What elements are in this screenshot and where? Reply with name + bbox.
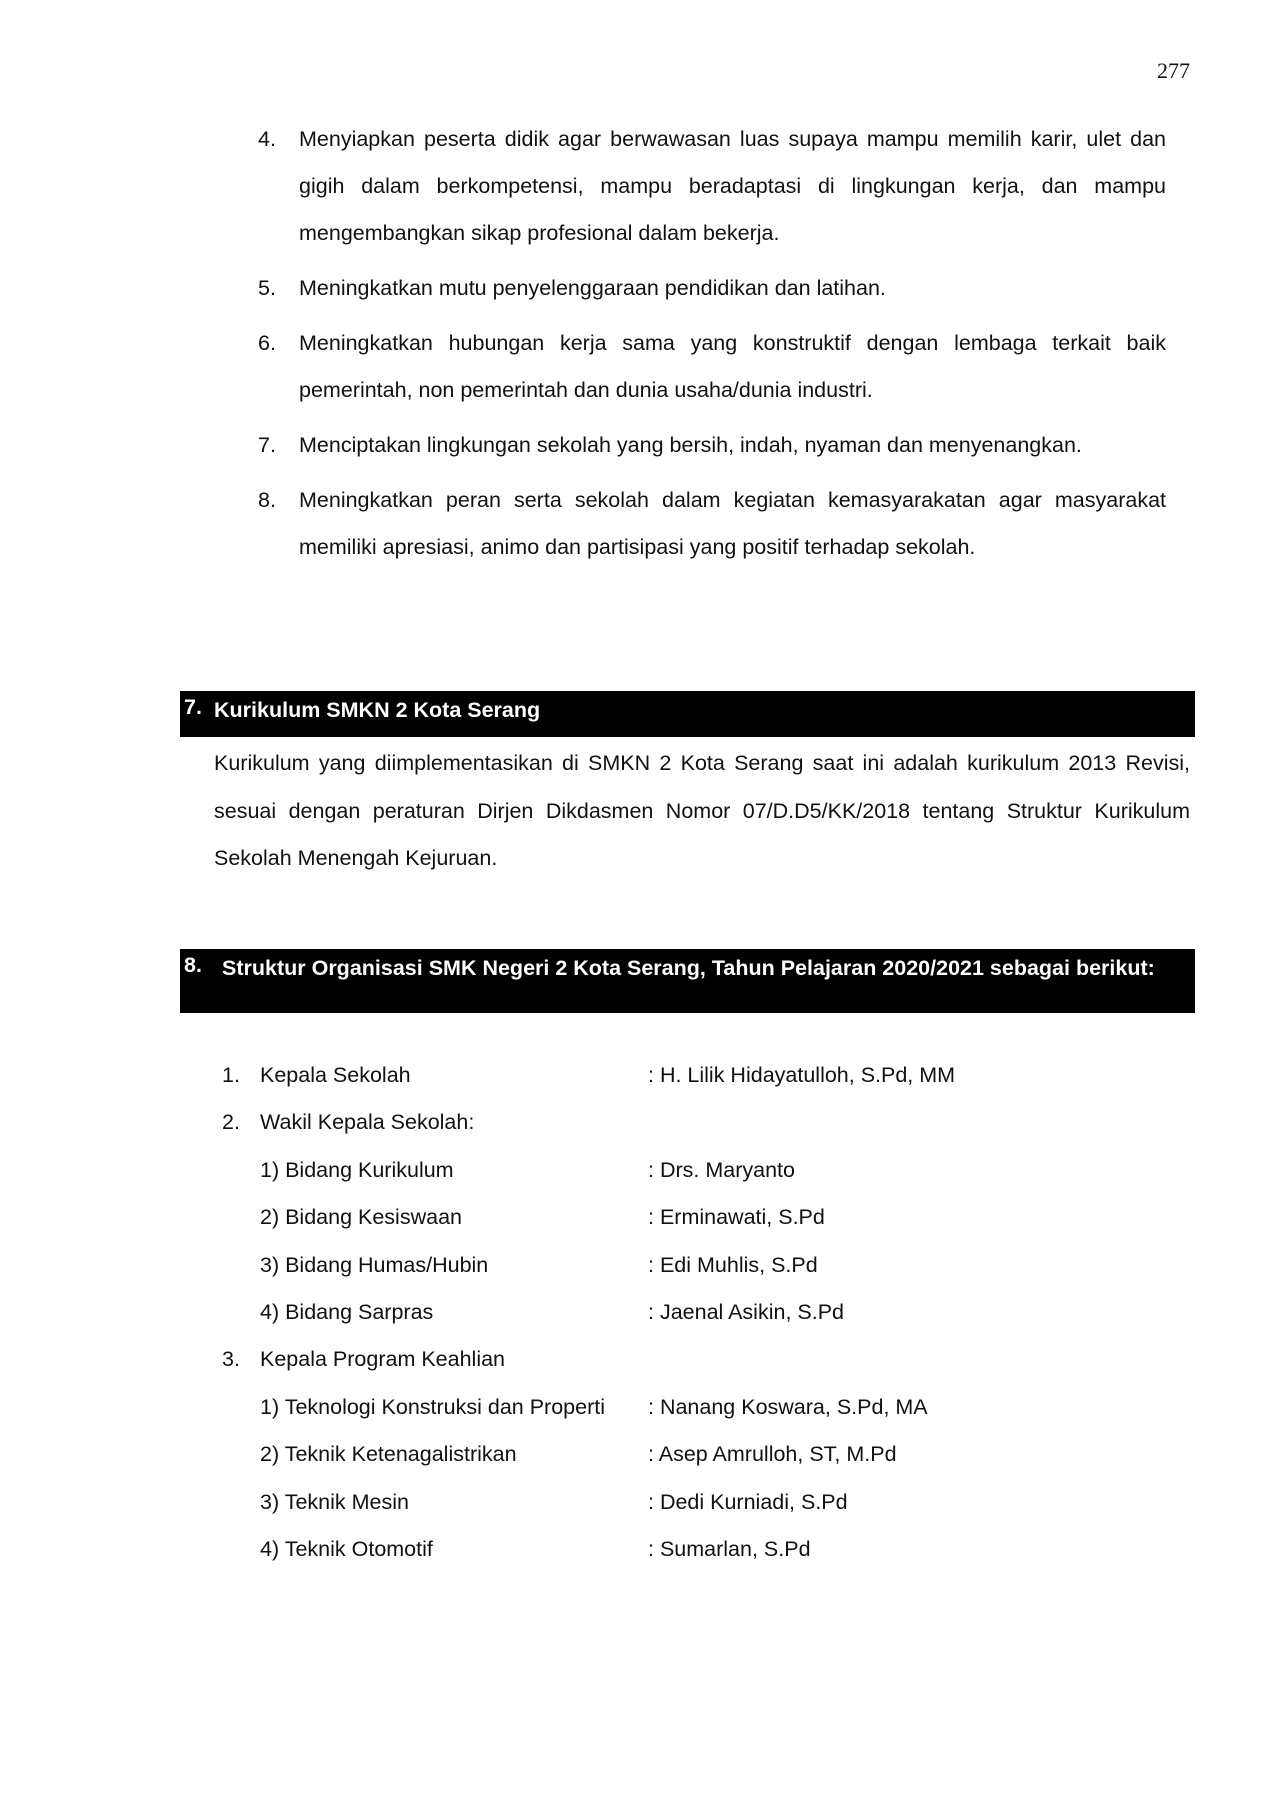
item-text: Menciptakan lingkungan sekolah yang bersih, indah, nyaman dan menyenangkan.: [299, 433, 1082, 457]
position-label: 3) Bidang Humas/Hubin: [260, 1252, 489, 1277]
list-item: [258, 422, 1166, 469]
section-title: Kurikulum SMKN 2 Kota Serang: [214, 698, 541, 722]
indent: [222, 1479, 260, 1526]
person-name: : Drs. Maryanto: [648, 1157, 795, 1182]
list-item: [258, 116, 1166, 257]
person-name: : Edi Muhlis, S.Pd: [648, 1252, 818, 1277]
person-name: [648, 1336, 1122, 1383]
position-label: 4) Bidang Sarpras: [260, 1299, 434, 1324]
position-label: 2) Teknik Ketenagalistrikan: [260, 1442, 517, 1467]
item-number: 6.: [258, 331, 276, 355]
person-name: : Sumarlan, S.Pd: [648, 1536, 811, 1561]
position-label: 2) Bidang Kesiswaan: [260, 1205, 462, 1230]
page-number: 277: [1157, 58, 1190, 83]
org-row: [222, 1526, 1122, 1573]
person-name: : Jaenal Asikin, S.Pd: [648, 1299, 844, 1324]
item-text: Meningkatkan hubungan kerja sama yang konstruktif dengan lembaga terkait baik pemerintah, non pemerintah dan dunia usaha/dunia industri.: [299, 331, 1166, 402]
indent: [222, 1194, 260, 1241]
section-7-heading: [180, 691, 1195, 737]
org-row: [222, 1194, 1122, 1241]
position-label: Kepala Sekolah: [260, 1063, 411, 1087]
org-row: [222, 1431, 1122, 1478]
list-item: [258, 320, 1166, 414]
indent: [222, 1147, 260, 1194]
person-name: : H. Lilik Hidayatulloh, S.Pd, MM: [648, 1063, 956, 1087]
person-name: : Dedi Kurniadi, S.Pd: [648, 1489, 848, 1514]
item-number: 7.: [258, 433, 276, 457]
item-text: Meningkatkan mutu penyelenggaraan pendidikan dan latihan.: [299, 276, 886, 300]
org-row: [222, 1052, 1122, 1099]
section-8-heading: [180, 949, 1195, 1013]
row-number: 1.: [222, 1063, 240, 1087]
position-label: 1) Bidang Kurikulum: [260, 1157, 454, 1182]
list-item: [258, 265, 1166, 312]
org-row: [222, 1336, 1122, 1383]
item-text: Menyiapkan peserta didik agar berwawasan luas supaya mampu memilih karir, ulet dan gigih dalam berkompetensi, mampu beradaptasi di lingkungan kerja, dan mampu mengembangkan sikap profesional dalam bekerja.: [299, 127, 1166, 245]
indent: [222, 1431, 260, 1478]
mission-list: [258, 116, 1166, 579]
position-label: 3) Teknik Mesin: [260, 1489, 409, 1514]
item-number: 4.: [258, 127, 276, 151]
row-number: 2.: [222, 1110, 240, 1135]
person-name: : Asep Amrulloh, ST, M.Pd: [648, 1442, 897, 1467]
section-number: 7.: [184, 695, 202, 719]
org-row: [222, 1099, 1122, 1146]
section-number: 8.: [184, 953, 202, 977]
section-7-body: Kurikulum yang diimplementasikan di SMKN 2 Kota Serang saat ini adalah kurikulum 2013 Revisi, sesuai dengan peraturan Dirjen Dikdasmen Nomor 07/D.D5/KK/2018 tentang Struktur Kurikulum Sekolah Menengah Kejuruan.: [214, 751, 1190, 870]
indent: [222, 1384, 260, 1431]
position-label: 4) Teknik Otomotif: [260, 1536, 433, 1561]
position-label: Wakil Kepala Sekolah:: [260, 1110, 475, 1135]
org-row: [222, 1384, 1122, 1431]
org-row: [222, 1242, 1122, 1289]
person-name: : Nanang Koswara, S.Pd, MA: [648, 1394, 928, 1419]
org-row: [222, 1479, 1122, 1526]
indent: [222, 1526, 260, 1573]
position-label: 1) Teknologi Konstruksi dan Properti: [260, 1394, 605, 1419]
org-row: [222, 1289, 1122, 1336]
position-label: Kepala Program Keahlian: [260, 1347, 506, 1372]
row-number: 3.: [222, 1347, 240, 1372]
person-name: [648, 1099, 1122, 1146]
person-name: : Erminawati, S.Pd: [648, 1205, 825, 1230]
list-item: [258, 477, 1166, 571]
indent: [222, 1289, 260, 1336]
section-title: Struktur Organisasi SMK Negeri 2 Kota Serang, Tahun Pelajaran 2020/2021 sebagai berikut:: [222, 956, 1155, 980]
org-row: [222, 1147, 1122, 1194]
item-number: 5.: [258, 276, 276, 300]
indent: [222, 1242, 260, 1289]
org-structure-list: [222, 1052, 1122, 1573]
item-number: 8.: [258, 488, 276, 512]
item-text: Meningkatkan peran serta sekolah dalam kegiatan kemasyarakatan agar masyarakat memiliki apresiasi, animo dan partisipasi yang positif terhadap sekolah.: [299, 488, 1166, 559]
